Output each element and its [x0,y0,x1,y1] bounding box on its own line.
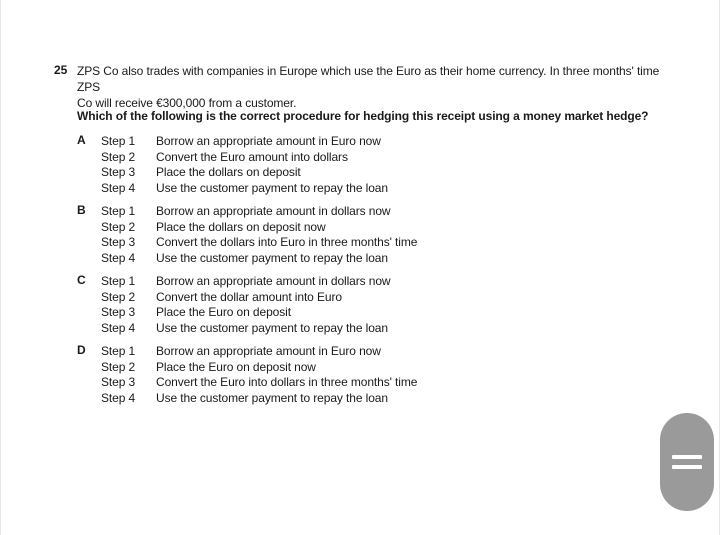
step-label: Step 2 [101,289,136,304]
step-text: Convert the Euro amount into dollars [156,149,348,164]
step-text: Convert the Euro into dollars in three months' time [156,375,418,390]
step-text: Convert the dollars into Euro in three months' time [156,235,418,250]
question-prompt: Which of the following is the correct procedure for hedging this receipt using a money market hedge? [77,109,649,123]
question-number: 25 [54,63,68,77]
question-text-line-2: Co will receive €300,000 from a customer. [77,96,297,110]
step-text: Place the dollars on deposit now [156,219,326,234]
step-label: Step 3 [101,235,136,250]
option-letter: B [77,203,86,217]
step-label: Step 3 [101,375,136,390]
step-label: Step 2 [101,359,136,374]
option-letter: A [77,133,86,147]
question-text [77,63,677,111]
step-text: Borrow an appropriate amount in Euro now [156,344,381,358]
step-label: Step 1 [101,274,136,288]
step-text: Borrow an appropriate amount in dollars now [156,204,391,218]
step-label: Step 1 [101,204,136,218]
step-text: Borrow an appropriate amount in dollars now [156,274,391,288]
step-text: Use the customer payment to repay the loan [156,250,388,265]
step-text: Borrow an appropriate amount in Euro now [156,134,381,148]
step-text: Place the dollars on deposit [156,165,301,180]
step-label: Step 4 [101,250,136,265]
question-text-line-1: ZPS Co also trades with companies in Europe which use the Euro as their home currency. In three months' time ZPS [77,64,660,94]
step-label: Step 2 [101,219,136,234]
step-text: Place the Euro on deposit now [156,359,316,374]
step-label: Step 4 [101,390,136,405]
scroll-handle[interactable] [660,413,714,511]
step-label: Step 2 [101,149,136,164]
step-label: Step 4 [101,180,136,195]
step-text: Use the customer payment to repay the loan [156,390,388,405]
option-letter: C [77,273,86,287]
step-text: Place the Euro on deposit [156,305,291,320]
step-text: Convert the dollar amount into Euro [156,289,342,304]
step-label: Step 1 [101,134,136,148]
step-text: Use the customer payment to repay the loan [156,320,388,335]
option-letter: D [77,343,86,357]
step-label: Step 1 [101,344,136,358]
step-label: Step 4 [101,320,136,335]
step-label: Step 3 [101,305,136,320]
step-label: Step 3 [101,165,136,180]
step-text: Use the customer payment to repay the loan [156,180,388,195]
